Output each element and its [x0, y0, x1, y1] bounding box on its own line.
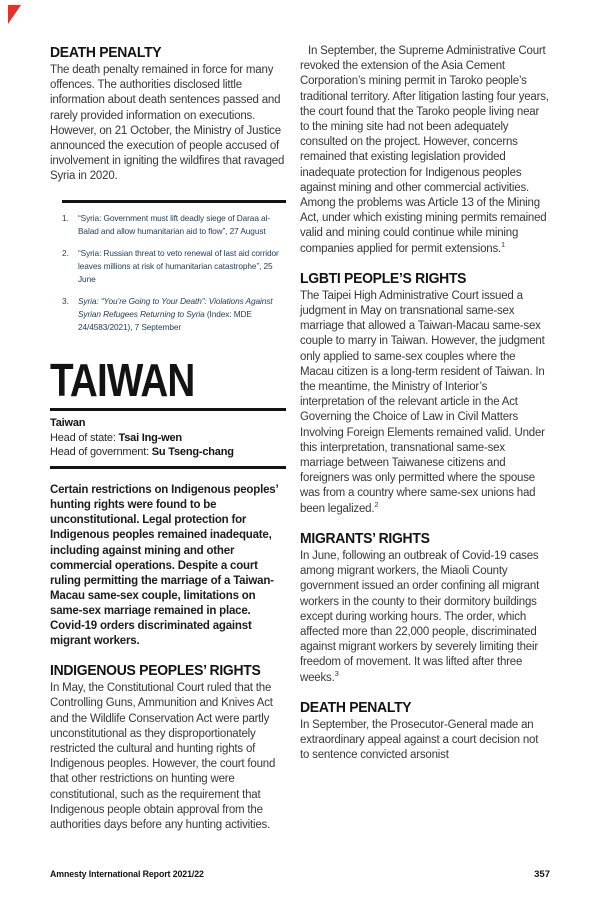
- header-rule-bottom: [50, 466, 286, 470]
- footnotes-block: [50, 200, 286, 334]
- section-heading-death-penalty: DEATH PENALTY: [50, 44, 162, 61]
- head-of-state-name: Tsai Ing-wen: [118, 431, 182, 444]
- mining-paragraph-text: In September, the Supreme Administrative Court revoked the extension of the Asia Cement Corporation’s mining permit in Taroko people’s traditional territory. After litigation lasting four years, the court found that the Taroko people living near to the mining site had not been adequately consulted on the project. However, concerns remained that existing legislation provided inadequate protection for Indigenous peoples against mining and other commercial activities. Among the problems was Article 13 of the Mining Act, under which existing mining permits remained valid and mining could continue while mining companies applied for permit extensions.: [300, 45, 549, 255]
- country-summary-paragraph: Certain restrictions on Indigenous peoples’ hunting rights were found to be unconstitutional. Legal protection for Indigenous peoples remained inadequate, including against mining and other commercial operations. Despite a court ruling permitting the marriage of a Taiwan-Macau same-sex couple, limitations on same-sex marriage remained in place. Covid-19 orders discriminated against migrant workers.: [50, 484, 278, 648]
- death-penalty-taiwan-paragraph: In September, the Prosecutor-General made an extraordinary appeal against a court decision not to sentence convicted arsonist: [300, 718, 539, 762]
- two-column-layout: [50, 44, 550, 833]
- footnote-title-regular: “Syria: Government must lift deadly siege of Daraa al-Balad and allow humanitarian aid to flow”, 27 August: [78, 212, 270, 236]
- footnote-divider: [62, 200, 286, 203]
- section-heading-lgbti: LGBTI PEOPLE’S RIGHTS: [300, 269, 467, 287]
- country-name-label: Taiwan: [50, 417, 86, 430]
- section-heading-migrants: MIGRANTS’ RIGHTS: [300, 529, 430, 547]
- section-migrants-rights: [300, 530, 550, 686]
- section-lgbti-rights: [300, 270, 550, 517]
- head-of-government-label: Head of government:: [50, 446, 152, 459]
- section-death-penalty-taiwan: [300, 699, 550, 764]
- country-header-taiwan: [50, 353, 286, 470]
- country-meta: [50, 411, 286, 466]
- footnote-number: 2.: [62, 247, 69, 258]
- red-corner-marker: [8, 5, 21, 24]
- death-penalty-paragraph: The death penalty remained in force for many offences. The authorities disclosed little information about death sentences passed and rarely provided information on executions. However, on 21 October, the Ministry of Justice announced the execution of people accused of involvement in igniting the wildfires that ravaged Syria in 2020.: [50, 64, 285, 183]
- footnote-number: 1.: [62, 212, 69, 223]
- migrants-paragraph-text: In June, following an outbreak of Covid-19 cases among migrant workers, the Miaoli County government issued an order confining all migrant workers in the county to their dormitory buildings except during working hours. The order, which affected more than 22,000 people, discriminated against migrant workers by severely limiting their freedom of movement. It was lifted after three weeks.: [300, 549, 540, 684]
- migrants-paragraph: [300, 549, 550, 686]
- country-title: TAIWAN: [50, 353, 195, 406]
- footnote-number: 3.: [62, 295, 69, 306]
- footnote-text: [78, 212, 286, 238]
- footnote-ref-1: 1: [501, 239, 506, 249]
- lgbti-paragraph: [300, 289, 550, 517]
- footnote-title-italic: Syria: “You’re Going to Your Death”: Violations Against Syrian Refugees Returning to Syria: [78, 295, 273, 319]
- left-column: [50, 44, 286, 833]
- footnote-text: [78, 247, 286, 286]
- footnote-ref-3: 3: [334, 668, 339, 678]
- footer-report-title: Amnesty International Report 2021/22: [50, 869, 204, 879]
- head-of-government-line: [50, 445, 286, 460]
- page-footer: [50, 869, 550, 880]
- mining-paragraph: [300, 44, 550, 257]
- footnote-text: [78, 295, 286, 334]
- head-of-state-label: Head of state:: [50, 431, 119, 444]
- lgbti-paragraph-text: The Taipei High Administrative Court issued a judgment in May on transnational same-sex marriage that allowed a Taiwan-Macau same-sex couple to marry in Taiwan. However, the judgment only applied to same-sex couples where the Macau citizen is a long-term resident of Taiwan. In the meantime, the Ministry of Interior’s interpretation of the relevant article in the Act Governing the Choice of Law in Civil Matters Involving Foreign Elements remained valid. Under this interpretation, transnational same-sex marriage between Taiwanese citizens and foreigners was only permitted where the spouse was from a country where same-sex unions had been legalized.: [300, 289, 545, 515]
- section-heading-death-penalty-taiwan: DEATH PENALTY: [300, 698, 412, 716]
- section-death-penalty-syria: [50, 44, 286, 185]
- section-indigenous-rights: [50, 662, 286, 833]
- head-of-state-line: [50, 431, 286, 446]
- footnote-item: [62, 295, 286, 334]
- footnote-item: [62, 212, 286, 238]
- page-number: 357: [534, 869, 550, 880]
- footnote-title-regular: “Syria: Russian threat to veto renewal of last aid corridor leaves millions at risk of humanitarian catastrophe”, 25 June: [78, 247, 279, 284]
- footnote-ref-2: 2: [374, 499, 379, 509]
- section-heading-indigenous: INDIGENOUS PEOPLES’ RIGHTS: [50, 662, 261, 680]
- head-of-government-name: Su Tseng-chang: [151, 446, 234, 459]
- indigenous-paragraph: In May, the Constitutional Court ruled that the Controlling Guns, Ammunition and Knives Act and the Wildlife Conservation Act were partly unconstitutional as they disproportionately restricted the cultural and hunting rights of Indigenous peoples. However, the court found that other restrictions on hunting were constitutional, such as the requirement that Indigenous people obtain approval from the authorities days before any hunting activities.: [50, 682, 276, 831]
- footnote-title-regular: (Index: MDE 24/4583/2021), 7 September: [78, 308, 252, 332]
- footnote-item: [62, 247, 286, 286]
- right-column: [300, 44, 550, 833]
